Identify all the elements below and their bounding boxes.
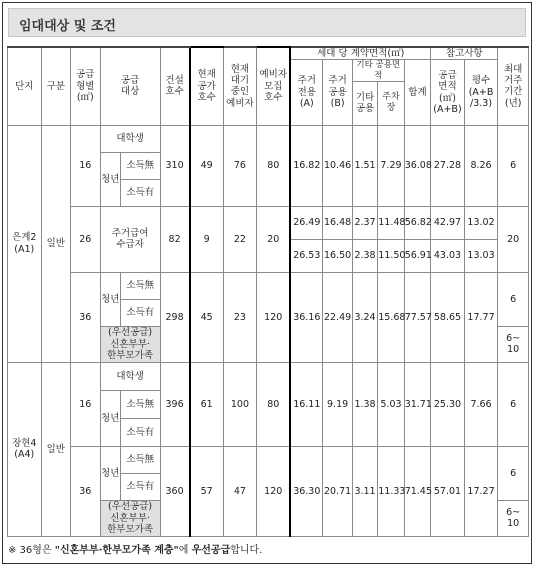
header-other-common-group: 기타 공용면적 <box>352 60 404 81</box>
site-name: 은계2 (A1) <box>8 125 42 362</box>
other-common: 2.38 <box>352 239 377 272</box>
target-has-income: 소득有 <box>120 418 160 446</box>
pyeong: 17.27 <box>464 446 498 536</box>
residential-common: 16.50 <box>323 239 353 272</box>
current-supply: 9 <box>190 206 224 272</box>
target-housing-benefit: 주거급여 수급자 <box>100 206 160 272</box>
residential-private: 26.49 <box>290 206 323 239</box>
waiting-count: 100 <box>223 362 257 446</box>
header-gubun: 구분 <box>41 47 71 125</box>
built-units: 360 <box>160 446 190 536</box>
waiting-count: 22 <box>223 206 257 272</box>
target-youth: 청년 <box>100 272 120 326</box>
current-supply: 45 <box>190 272 224 362</box>
target-has-income: 소득有 <box>120 179 160 206</box>
supply-area: 42.97 <box>431 206 465 239</box>
total-area: 56.91 <box>404 239 430 272</box>
total-area: 56.82 <box>404 206 430 239</box>
target-has-income: 소득有 <box>120 473 160 500</box>
reserve-count: 80 <box>257 362 291 446</box>
parking: 15.68 <box>378 272 404 362</box>
residential-private: 36.16 <box>290 272 323 362</box>
header-supply-type: 공급 형별 (㎡) <box>71 47 101 125</box>
target-youth: 청년 <box>100 152 120 206</box>
footnote-emphasis-target: "신혼부부·한부모가족 계층" <box>54 545 179 556</box>
header-reserve: 예비자 모집 호수 <box>257 47 291 125</box>
current-supply: 61 <box>190 362 224 446</box>
other-common: 3.24 <box>352 272 377 362</box>
parking: 7.29 <box>378 125 404 206</box>
pyeong: 13.03 <box>464 239 498 272</box>
header-built-units: 건설 호수 <box>160 47 190 125</box>
other-common: 1.38 <box>352 362 377 446</box>
header-pyeong: 평수 (A+B /3.3) <box>464 60 498 125</box>
max-period: 6 <box>498 446 529 500</box>
residential-common: 9.19 <box>323 362 353 446</box>
waiting-count: 76 <box>223 125 257 206</box>
target-priority-family: (우선공급) 신혼부부· 한부모가족 <box>100 500 160 536</box>
target-has-income: 소득有 <box>120 299 160 326</box>
built-units: 396 <box>160 362 190 446</box>
footnote-prefix: ※ 36형은 <box>8 545 55 556</box>
target-university: 대학생 <box>100 125 160 152</box>
header-residential-common: 주거 공용 (B) <box>323 60 353 125</box>
header-danji: 단지 <box>8 47 42 125</box>
current-supply: 57 <box>190 446 224 536</box>
built-units: 310 <box>160 125 190 206</box>
max-period: 6~ 10 <box>498 326 529 362</box>
parking: 11.50 <box>378 239 404 272</box>
total-area: 71.45 <box>404 446 430 536</box>
residential-common: 22.49 <box>323 272 353 362</box>
total-area: 77.57 <box>404 272 430 362</box>
built-units: 298 <box>160 272 190 362</box>
header-max-period: 최대 거주 기간 (년) <box>498 47 529 125</box>
target-no-income: 소득無 <box>120 446 160 473</box>
title-bar <box>8 8 526 37</box>
site-gubun: 일반 <box>41 125 71 362</box>
built-units: 82 <box>160 206 190 272</box>
max-period: 20 <box>498 206 529 272</box>
parking: 5.03 <box>378 362 404 446</box>
supply-type: 26 <box>71 206 101 272</box>
waiting-count: 47 <box>223 446 257 536</box>
residential-private: 16.11 <box>290 362 323 446</box>
footnote-mid: 에 <box>178 545 192 556</box>
other-common: 2.37 <box>352 206 377 239</box>
reserve-count: 120 <box>257 446 291 536</box>
reserve-count: 20 <box>257 206 291 272</box>
page-title: 임대대상 및 조건 <box>19 19 116 34</box>
total-area: 36.08 <box>404 125 430 206</box>
header-supply-area: 공급 면적 (㎡) (A+B) <box>431 60 465 125</box>
residential-common: 20.71 <box>323 446 353 536</box>
supply-area: 58.65 <box>431 272 465 362</box>
header-other-common: 기타 공용 <box>352 81 377 125</box>
supply-type: 16 <box>71 125 101 206</box>
pyeong: 13.02 <box>464 206 498 239</box>
reserve-count: 80 <box>257 125 291 206</box>
target-priority-family: (우선공급) 신혼부부· 한부모가족 <box>100 326 160 362</box>
pyeong: 7.66 <box>464 362 498 446</box>
header-residential-private: 주거 전용 (A) <box>290 60 323 125</box>
supply-type: 36 <box>71 446 101 536</box>
max-period: 6~ 10 <box>498 500 529 536</box>
header-reference-group: 참고사항 <box>431 47 498 60</box>
target-no-income: 소득無 <box>120 272 160 299</box>
residential-private: 26.53 <box>290 239 323 272</box>
max-period: 6 <box>498 125 529 206</box>
rental-conditions-table <box>7 46 529 537</box>
parking: 11.48 <box>378 206 404 239</box>
residential-common: 10.46 <box>323 125 353 206</box>
footnote-suffix: 합니다. <box>230 545 263 556</box>
other-common: 1.51 <box>352 125 377 206</box>
supply-area: 25.30 <box>431 362 465 446</box>
supply-area: 27.28 <box>431 125 465 206</box>
footnote-emphasis-priority: 우선공급 <box>191 545 231 556</box>
current-supply: 49 <box>190 125 224 206</box>
target-no-income: 소득無 <box>120 390 160 418</box>
residential-private: 36.30 <box>290 446 323 536</box>
header-waiting: 현재 대기 중인 예비자 <box>223 47 257 125</box>
site-gubun: 일반 <box>41 362 71 536</box>
total-area: 31.71 <box>404 362 430 446</box>
parking: 11.33 <box>378 446 404 536</box>
target-university: 대학생 <box>100 362 160 390</box>
pyeong: 8.26 <box>464 125 498 206</box>
supply-type: 36 <box>71 272 101 362</box>
header-current-supply: 현재 공가 호수 <box>190 47 224 125</box>
reserve-count: 120 <box>257 272 291 362</box>
site-name: 장현4 (A4) <box>8 362 42 536</box>
supply-area: 57.01 <box>431 446 465 536</box>
target-no-income: 소득無 <box>120 152 160 179</box>
header-area-group: 세대 당 계약면적(㎡) <box>290 47 430 60</box>
supply-area: 43.03 <box>431 239 465 272</box>
max-period: 6 <box>498 272 529 326</box>
max-period: 6 <box>498 362 529 446</box>
waiting-count: 23 <box>223 272 257 362</box>
residential-private: 16.82 <box>290 125 323 206</box>
target-youth: 청년 <box>100 390 120 446</box>
header-supply-target: 공급 대상 <box>100 47 160 125</box>
supply-type: 16 <box>71 362 101 446</box>
residential-common: 16.48 <box>323 206 353 239</box>
pyeong: 17.77 <box>464 272 498 362</box>
header-total: 합계 <box>404 60 430 125</box>
header-parking: 주차장 <box>378 81 404 125</box>
target-youth: 청년 <box>100 446 120 500</box>
other-common: 3.11 <box>352 446 377 536</box>
footnote <box>8 541 262 556</box>
